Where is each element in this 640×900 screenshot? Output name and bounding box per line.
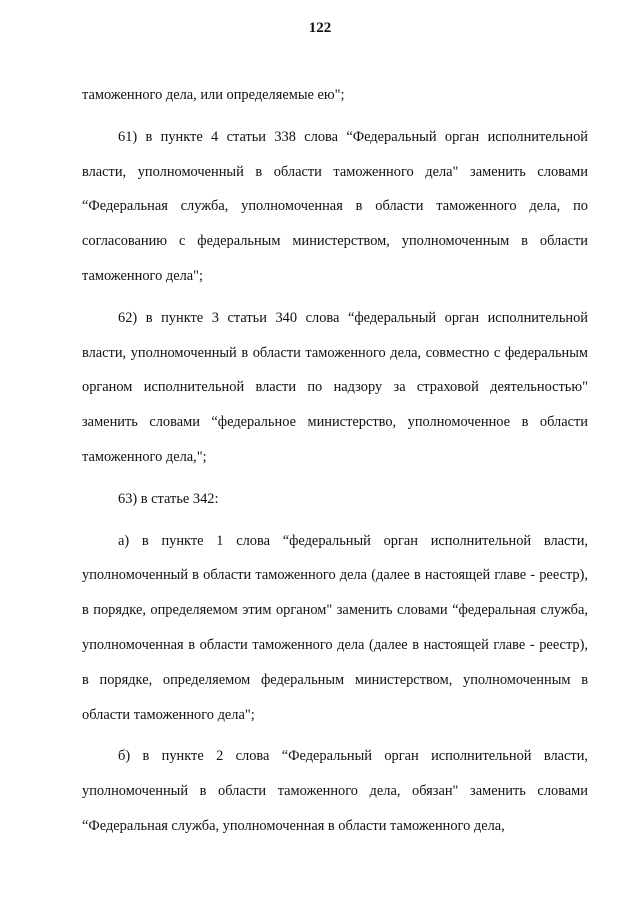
document-body — [82, 78, 588, 844]
paragraph-subitem-b: б) в пункте 2 слова “Федеральный орган исполнительной власти, уполномоченный в области таможенного дела, обязан" заменить словами “Федеральная служба, уполномоченная в области таможенного дела, — [82, 748, 588, 834]
paragraph-item-63: 63) в статье 342: — [118, 490, 219, 507]
paragraph-continuation: таможенного дела, или определяемые ею"; — [82, 87, 345, 103]
paragraph-item-61: 61) в пункте 4 статьи 338 слова “Федеральный орган исполнительной власти, уполномоченный в области таможенного дела" заменить словами “Федеральная служба, уполномоченная в области таможенного дела, по согласованию с федеральным министерством, уполномоченным в области таможенного дела"; — [82, 128, 588, 284]
paragraph-item-62: 62) в пункте 3 статьи 340 слова “федеральный орган исполнительной власти, уполномоченный в области таможенного дела, совместно с федеральным органом исполнительной власти по надзору за страховой деятельностью" заменить словами “федеральное министерство, уполномоченное в области таможенного дела,"; — [82, 309, 588, 465]
page-number: 122 — [308, 20, 332, 36]
paragraph-subitem-a: а) в пункте 1 слова “федеральный орган исполнительной власти, уполномоченный в области таможенного дела (далее в настоящей главе - реестр), в порядке, определяемом этим органом" заменить словами “федеральная служба, уполномоченная в области таможенного дела (далее в настоящей главе - реестр), в порядке, определяемом федеральным министерством, уполномоченным в области таможенного дела"; — [82, 532, 588, 723]
